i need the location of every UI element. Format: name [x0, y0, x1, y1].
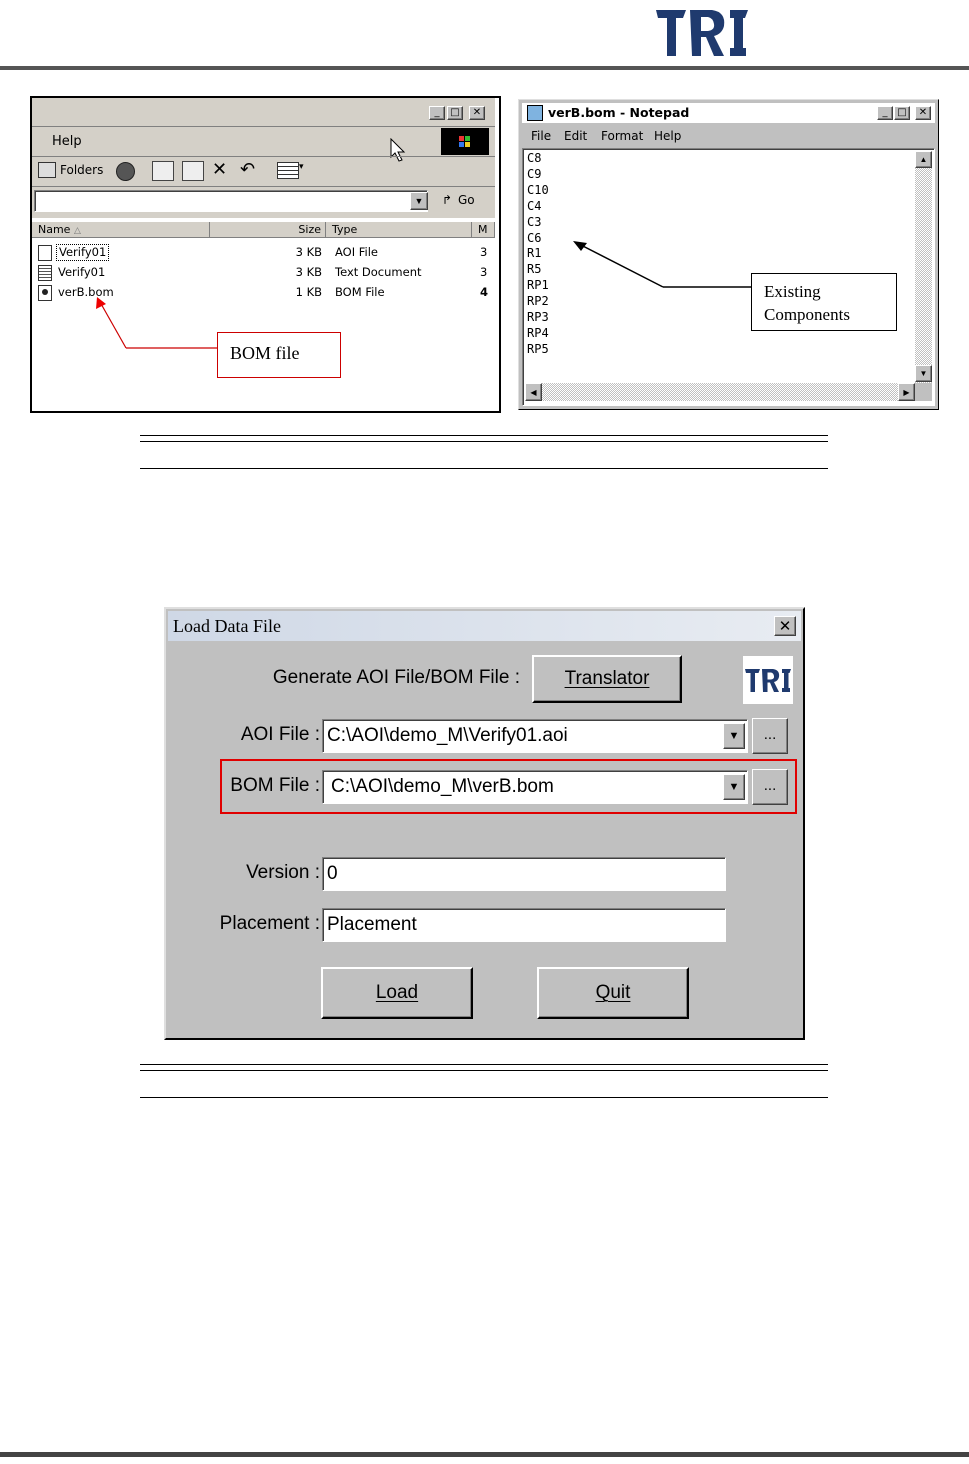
placement-value: Placement	[327, 914, 417, 935]
aoi-file-value: C:\AOI\demo_M\Verify01.aoi	[327, 725, 568, 746]
placement-input[interactable]	[322, 908, 726, 942]
file-extra: 4	[480, 285, 489, 299]
copy-to-icon[interactable]	[182, 161, 204, 181]
explorer-window	[30, 96, 501, 413]
file-type: AOI File	[335, 245, 379, 259]
bom-line: C3	[527, 214, 542, 229]
close-button[interactable]: ✕	[915, 106, 931, 120]
bom-line: RP3	[527, 310, 549, 325]
footer-rule	[0, 1452, 969, 1457]
bom-line: R5	[527, 262, 542, 277]
folders-icon	[38, 162, 56, 178]
bom-file-select[interactable]	[322, 770, 748, 804]
menu-divider	[32, 126, 495, 127]
horizontal-scrollbar[interactable]	[525, 383, 915, 401]
maximize-button[interactable]: □	[447, 106, 463, 120]
address-input[interactable]	[34, 190, 428, 212]
minimize-button[interactable]: _	[877, 106, 893, 120]
quit-button[interactable]	[537, 967, 689, 1019]
file-extra: 3	[480, 245, 488, 259]
bom-line: C9	[527, 166, 542, 181]
bom-file-value: C:\AOI\demo_M\verB.bom	[331, 776, 554, 797]
file-size: 3 KB	[295, 245, 322, 259]
file-size: 3 KB	[295, 265, 322, 279]
translator-button[interactable]	[532, 655, 682, 703]
bom-file-icon	[38, 285, 52, 301]
menu-edit[interactable]: Edit	[564, 129, 588, 143]
file-type: BOM File	[335, 285, 385, 299]
version-input[interactable]	[322, 857, 726, 891]
aoi-file-select[interactable]	[322, 719, 748, 753]
bom-line: C6	[527, 230, 542, 245]
bom-file-label: BOM File :	[230, 775, 320, 796]
close-button[interactable]: ✕	[774, 616, 796, 636]
file-name: Verify01	[58, 265, 106, 279]
file-row[interactable]	[32, 262, 492, 282]
column-modified[interactable]: M	[472, 222, 495, 238]
scroll-up-button[interactable]: ▲	[915, 151, 932, 168]
version-value: 0	[327, 863, 338, 884]
column-name[interactable]	[32, 222, 210, 238]
column-size[interactable]: Size	[210, 222, 326, 238]
scroll-down-button[interactable]: ▼	[915, 365, 932, 382]
notepad-text-area[interactable]	[522, 148, 935, 406]
callout-line: Existing	[764, 282, 821, 301]
mouse-pointer-icon	[390, 138, 406, 167]
aoi-file-label: AOI File :	[240, 724, 320, 745]
move-to-icon[interactable]	[152, 161, 174, 181]
go-arrow-icon: ↱	[442, 193, 453, 207]
go-button[interactable]: Go	[458, 193, 475, 207]
notepad-title: verB.bom - Notepad	[548, 105, 690, 120]
sort-up-icon: △	[73, 226, 81, 236]
bom-line: R1	[527, 246, 542, 261]
close-button[interactable]: ✕	[469, 106, 485, 120]
caption-rule-top	[140, 1064, 828, 1071]
quit-label: Quit	[595, 982, 631, 1003]
notepad-icon	[527, 105, 543, 121]
notepad-titlebar	[522, 103, 935, 123]
bom-line: RP1	[527, 278, 549, 293]
caption-rule-bottom	[140, 1097, 828, 1098]
vertical-scrollbar[interactable]	[915, 151, 932, 383]
placement-label: Placement :	[219, 913, 320, 934]
menu-file[interactable]: File	[531, 129, 552, 143]
load-data-file-dialog	[164, 607, 805, 1040]
callout-line: Components	[764, 305, 850, 324]
menu-help[interactable]: Help	[52, 134, 82, 149]
load-label: Load	[375, 982, 419, 1003]
file-name: Verify01	[56, 244, 109, 261]
dialog-titlebar	[168, 611, 801, 641]
undo-icon[interactable]: ↶	[240, 159, 256, 180]
bom-line: C10	[527, 182, 549, 197]
file-row[interactable]	[32, 242, 492, 262]
menu-format[interactable]: Format	[601, 129, 644, 143]
dialog-title: Load Data File	[173, 616, 281, 636]
tri-logo	[652, 4, 752, 60]
column-name-label: Name	[38, 223, 71, 236]
text-file-icon	[38, 265, 52, 281]
chevron-down-icon[interactable]: ▾	[299, 162, 304, 172]
file-type: Text Document	[335, 265, 422, 279]
caption-rule-bottom	[140, 468, 828, 469]
notepad-window	[518, 99, 939, 410]
address-divider	[32, 186, 495, 187]
bom-file-callout: BOM file	[217, 332, 341, 378]
bom-browse-button[interactable]: ...	[752, 769, 788, 805]
folders-button[interactable]: Folders	[60, 163, 104, 177]
scroll-left-button[interactable]: ◀	[525, 383, 542, 401]
tri-logo-small	[743, 656, 793, 704]
minimize-button[interactable]: _	[429, 106, 445, 120]
maximize-button[interactable]: □	[894, 106, 910, 120]
bom-dropdown-button[interactable]: ▼	[723, 774, 745, 800]
translator-label: Translator	[564, 668, 650, 689]
callout-arrow	[571, 239, 761, 299]
address-dropdown-button[interactable]: ▼	[410, 192, 428, 210]
file-extra: 3	[480, 265, 488, 279]
scroll-right-button[interactable]: ▶	[898, 383, 915, 401]
caption-rule-top	[140, 435, 828, 442]
callout-arrow	[92, 296, 222, 356]
aoi-browse-button[interactable]: ...	[752, 718, 788, 754]
file-name: verB.bom	[58, 285, 114, 299]
delete-icon[interactable]: ✕	[212, 159, 228, 180]
load-button[interactable]	[321, 967, 473, 1019]
bom-component-list	[527, 151, 549, 358]
menu-help[interactable]: Help	[654, 129, 682, 143]
bom-line: C8	[527, 151, 542, 165]
file-size: 1 KB	[295, 285, 322, 299]
aoi-dropdown-button[interactable]: ▼	[723, 723, 745, 749]
history-icon[interactable]	[116, 162, 135, 181]
version-label: Version :	[246, 862, 320, 883]
bom-line: RP4	[527, 325, 549, 340]
bom-line: RP5	[527, 341, 549, 356]
column-type[interactable]: Type	[326, 222, 472, 238]
generate-label: Generate AOI File/BOM File :	[272, 667, 520, 688]
header-rule	[0, 66, 969, 70]
toolbar-divider	[32, 156, 495, 157]
aoi-file-icon	[38, 245, 52, 261]
views-icon[interactable]	[277, 162, 299, 179]
windows-logo-icon	[441, 128, 489, 155]
bom-line: C4	[527, 198, 542, 213]
resize-grip-icon[interactable]	[915, 383, 932, 401]
existing-components-callout	[751, 273, 897, 331]
bom-line: RP2	[527, 294, 549, 309]
